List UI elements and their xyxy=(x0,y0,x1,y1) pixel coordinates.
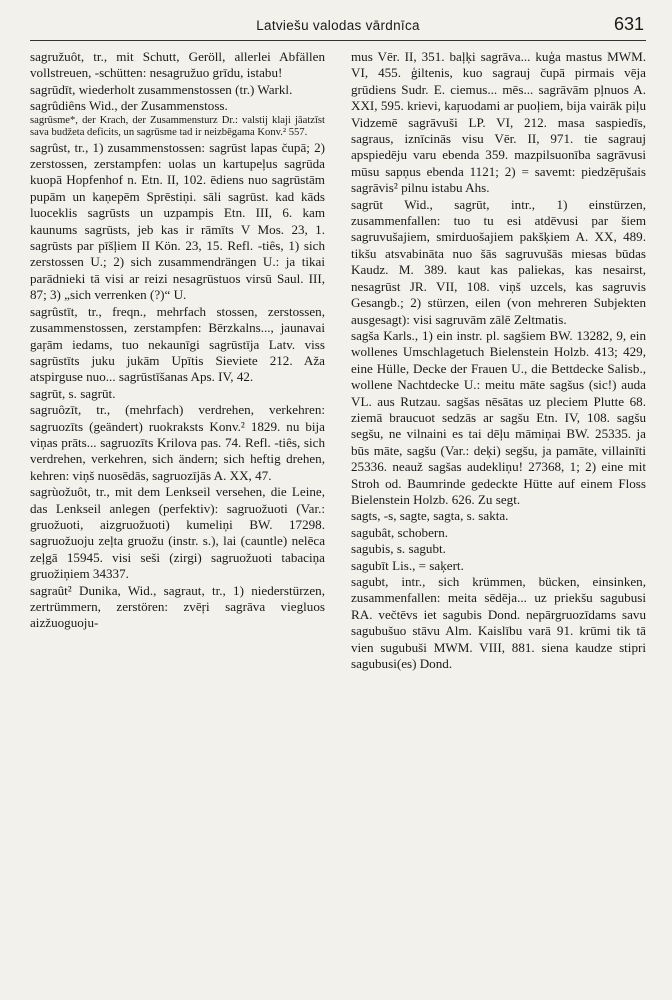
dictionary-entry: sagrùožuôt, tr., mit dem Lenkseil versehen, die Leine, das Lenkseil anlegen (perfektiv): sagruožuoti (Var.: gruožuoti, aizgruožuoti) kumeliņi BW. 17298. sagruožuoju zeļta gruožu (instr. s.), lai (cauntle) nelēca zeļgā 15945. visi seši (zirgi) sagruožuoti tabaciņa gruožiņiem 34337. xyxy=(30,484,325,582)
page-number: 631 xyxy=(613,14,644,34)
right-column xyxy=(351,49,646,672)
dictionary-entry: sagružuôt, tr., mit Schutt, Geröll, allerlei Abfällen vollstreuen, -schütten: nesagružuo grīdu, istabu! xyxy=(30,49,325,81)
dictionary-entry: sagruôzīt, tr., (mehrfach) verdrehen, verkehren: sagruozīts (geändert) ruokraksts Konv.² 1829. nu bija viņas prāts... sagruozīts Krilova pas. 74. Refl. -tiês, sich verdrehen, verkehren, sich ändern; sich heftig drehen, kehren: viņš nuosēdās, sagruozījās A. XX, 47. xyxy=(30,402,325,483)
dictionary-entry: sagubis, s. sagubt. xyxy=(351,541,446,557)
dictionary-entry: sagubīt Lis., = saķert. xyxy=(351,557,464,573)
dictionary-entry: sagubt, intr., sich krümmen, bücken, einsinken, zusammenfallen: meita sēdēja... uz priekšu sagubusi RA. večtēvs iet sagubis Dond. nepārgruozīdams savu sagubušuo stāvu Alm. Kaislību varā 91. krūmi tik tā vien sugubuši MWM. VIII, 881. siena kaudze stipri sagubusi(es) Dond. xyxy=(351,574,646,672)
text-columns xyxy=(30,49,646,672)
dictionary-entry: sagrūdīt, wiederholt zusammenstossen (tr.) Warkl. xyxy=(30,81,293,97)
left-column xyxy=(30,49,325,672)
dictionary-entry: sagrûst, tr., 1) zusammenstossen: sagrūst lapas čupā; 2) zerstossen, zerstampfen: uolas un kartupeļus sagrūda kuopā Hopfenhof n. Etn. II, 102. ēdiens nuo sagrūstām pupām un kaņepēm Sprēstiņi. sāli sagrūst. kad kāds luoceklis sagrūsts un uzpampis Etn. III, 6. kam kaunums sagrūsts, jeb kas ir rāmīts V Mos. 23, 1. sagrūsts par pīšļiem II Kön. 23, 15. Refl. -tiês, 1) sich zerstossen U.; 2) sich zusammendrängen U.: ja tikai parādnieki tā visi ar reizi nesagrūstuos virsū Saul. III, 87; 3) „sich verrenken (?)“ U. xyxy=(30,139,325,303)
dictionary-entry: sagrūt Wid., sagrūt, intr., 1) einstürzen, zusammenfallen: tuo tu esi atdēvusi par šiem sagruvušajiem, smirduošajiem pakšķiem A. XX, 489. tikšu atsvabināta nuo šās sagruvušās miesas būdas Kaudz. M. 389. kaut kas paliekas, kas nesairst, nesagrūst JR. VII, 108. viņš uzcels, kas sagruvis Gesangb.; 2) stürzen, eilen (von mehreren Subjekten ausgesagt): visi sagruvām zālē Zeltmatis. xyxy=(351,196,646,327)
dictionary-entry: mus Vēr. II, 351. baļķi sagrāva... kuģa mastus MWM. VI, 455. ģiltenis, kuo sagrauj čupā pirmais vēja grūdiens Sudr. E. ciemus... mēs... sagrāvām pļnuos A. XXI, 595. krievi, kaŗuodami ar puoļiem, bija vairāk piļu Vidzemē sagrāvuši LP. VI, 212. masa saspiedīs, sagraus, iznīcinās visu Vēr. II, 971. tie sagrauj apspiedēju varu ebenda 359. mazpilsuonība sagrāvusi mūsu sapņus ebenda 1121; 2) = savemt: piedzēŗušais sagrāvis² pilnu istabu Ahs. xyxy=(351,49,646,196)
dictionary-entry: sagrūt, s. sagrūt. xyxy=(30,385,116,401)
running-title: Latviešu valodas vārdnīca xyxy=(256,18,420,33)
dictionary-entry: sagraût² Dunika, Wid., sagraut, tr., 1) niederstürzen, zertrümmern, zerstören: zvēŗi sagrāva viegluos aizžuoguoju- xyxy=(30,582,325,631)
dictionary-entry: sagrûsme*, der Krach, der Zusammensturz Dr.: valstij klaji jāatzīst sava budžeta deficits, un sagrūsme tad ir neizbēgama Konv.² 557. xyxy=(30,114,325,139)
dictionary-entry: sagrûdiêns Wid., der Zusammenstoss. xyxy=(30,98,228,114)
dictionary-entry: sagrûstīt, tr., freqn., mehrfach stossen, zerstossen, zusammenstossen, zerstampfen: Bērzkalns..., jaunavai gaŗām iedams, tuo nekaunīgi sagrūstīja Latv. viss sagrūstīts juku jukām Upītis Sieviete 212. Aža atspirguse nuo... sagrūstīšanas Aps. IV, 42. xyxy=(30,303,325,385)
dictionary-entry: sagts, -s, sagte, sagta, s. sakta. xyxy=(351,508,509,524)
dictionary-entry: sagša Karls., 1) ein instr. pl. sagšiem BW. 13282, 9, ein wollenes Umschlagetuch Bielenstein Holzb. 413; 429, eine Hülle, Decke der Frauen U., die Bettdecke Salisb., wollene Nachtdecke U.: meitu māte sagšus (sic!) auda VL. aus Rutzau. sagšas nēsātas uz pleciem Plutte 68. ziemā braucuot sedzās ar sagšu Etn. IV, 108. sagšu segšu, ne vilnaini es tai dēļu māmiņai BW. 25335. ja būs māte, sagšu (Var.: deķi) segšu, ja pamāte, villainīti 25336. neauž sagšas audekliņu! 27368, 1; 2) eine mit Stroh od. Baumrinde gedeckte Hütte auf einem Floss Bielenstein Holzb. 626. Zu segt. xyxy=(351,327,646,507)
dictionary-entry: sagubât, schobern. xyxy=(351,524,449,540)
running-head xyxy=(30,14,646,41)
